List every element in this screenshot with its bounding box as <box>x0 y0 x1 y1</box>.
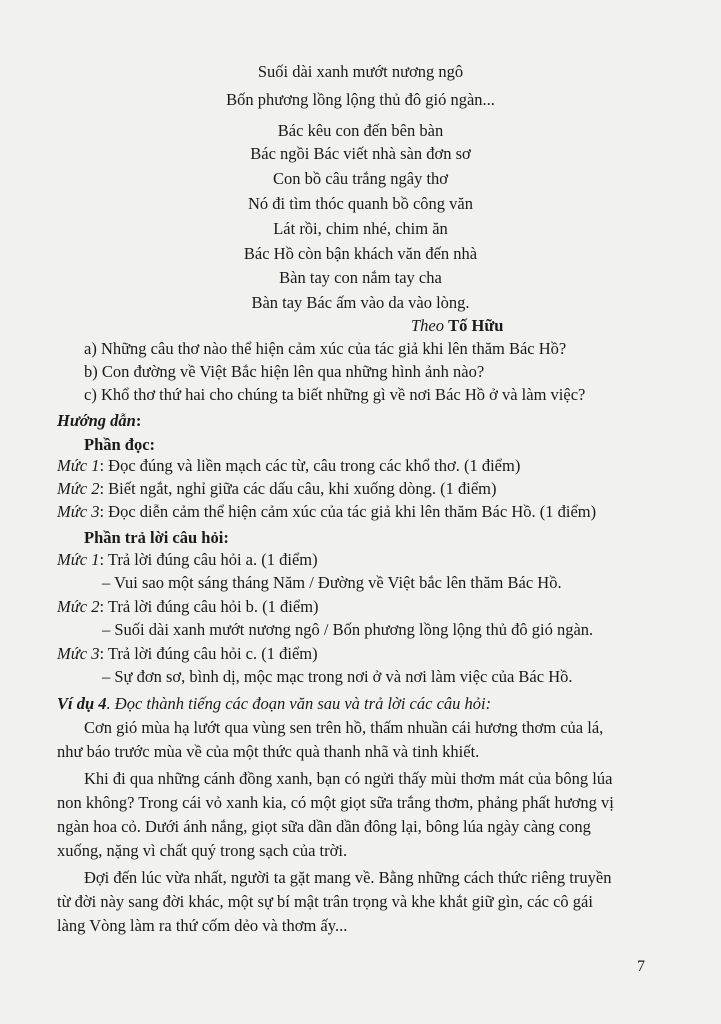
guide-heading-text: Hướng dẫn <box>57 411 136 430</box>
answer-level-2 <box>57 596 319 618</box>
reading-section-title: Phần đọc: <box>84 435 156 454</box>
level-label: Mức 1 <box>57 550 100 569</box>
paragraph-2-line-2: non không? Trong cái vỏ xanh kia, có một giọt sữa trắng thơm, phảng phất hương vị <box>57 793 614 812</box>
poem-line-10: Bàn tay Bác ấm vào da vào lòng. <box>251 293 470 312</box>
example-title: . Đọc thành tiếng các đoạn văn sau và trả lời các câu hỏi: <box>106 694 492 713</box>
level-text: : Đọc đúng và liền mạch các từ, câu trong các khổ thơ. (1 điểm) <box>99 456 521 475</box>
paragraph-2-line-1: Khi đi qua những cánh đồng xanh, bạn có ngửi thấy mùi thơm mát của bông lúa <box>84 769 613 788</box>
level-text: : Trả lời đúng câu hỏi b. (1 điểm) <box>99 597 319 616</box>
poem-line-9: Bàn tay con nắm tay cha <box>279 268 442 287</box>
question-a: a) Những câu thơ nào thể hiện cảm xúc của tác giả khi lên thăm Bác Hồ? <box>84 339 567 358</box>
poem-line-6: Nó đi tìm thóc quanh bồ công văn <box>247 194 473 213</box>
paragraph-2-line-4: xuống, nặng vì chất quý trong sạch của trời. <box>57 841 348 860</box>
guide-heading <box>57 410 141 432</box>
paragraph-1-line-2: như báo trước mùa về của một thức quà thanh nhã và tinh khiết. <box>57 742 480 761</box>
poem-line-4: Bác ngồi Bác viết nhà sàn đơn sơ <box>250 144 471 163</box>
poem-line-5: Con bồ câu trắng ngây thơ <box>272 169 449 188</box>
level-text: : Đọc diễn cảm thể hiện cảm xúc của tác giả khi lên thăm Bác Hồ. (1 điểm) <box>99 502 597 521</box>
poem-source <box>411 315 503 337</box>
paragraph-3-line-1: Đợi đến lúc vừa nhất, người ta gặt mang về. Bằng những cách thức riêng truyền <box>84 868 612 887</box>
level-label: Mức 3 <box>57 644 100 663</box>
paragraph-2-line-3: ngàn hoa cỏ. Dưới ánh nắng, giọt sữa dần dần đông lại, bông lúa ngày càng cong <box>57 817 591 836</box>
page-number: 7 <box>637 958 645 975</box>
answer-detail-1: – Vui sao một sáng tháng Năm / Đường về Việt bắc lên thăm Bác Hồ. <box>102 573 562 592</box>
answer-level-3 <box>57 643 318 665</box>
answers-section-title: Phần trả lời câu hỏi: <box>84 528 229 547</box>
answer-detail-3: – Sự đơn sơ, bình dị, mộc mạc trong nơi ở và nơi làm việc của Bác Hồ. <box>102 667 573 686</box>
question-c: c) Khổ thơ thứ hai cho chúng ta biết những gì về nơi Bác Hồ ở và làm việc? <box>84 385 586 404</box>
paragraph-3-line-2: từ đời này sang đời khác, một sự bí mật trân trọng và khe khắt giữ gìn, các cô gái <box>57 892 593 911</box>
level-text: : Trả lời đúng câu hỏi c. (1 điểm) <box>99 644 318 663</box>
level-label: Mức 2 <box>57 479 100 498</box>
reading-level-2 <box>57 478 497 500</box>
source-author: Tố Hữu <box>448 316 504 335</box>
poem-line-7: Lát rồi, chim nhé, chim ăn <box>273 219 448 238</box>
answer-level-1 <box>57 549 318 571</box>
paragraph-3-line-3: làng Vòng làm ra thứ cốm dẻo và thơm ấy... <box>57 916 348 935</box>
poem-line-2: Bốn phương lồng lộng thủ đô gió ngàn... <box>226 90 495 109</box>
reading-level-1 <box>57 455 520 477</box>
example-4-heading <box>57 693 491 715</box>
level-label: Mức 3 <box>57 502 100 521</box>
source-prefix: Theo <box>411 316 444 335</box>
example-label: Ví dụ 4 <box>57 694 107 713</box>
reading-level-3 <box>57 501 596 523</box>
answer-detail-2: – Suối dài xanh mướt nương ngô / Bốn phương lồng lộng thủ đô gió ngàn. <box>102 620 594 639</box>
poem-line-1: Suối dài xanh mướt nương ngô <box>257 62 464 81</box>
poem-line-3: Bác kêu con đến bên bàn <box>277 121 444 140</box>
paragraph-1-line-1: Cơn gió mùa hạ lướt qua vùng sen trên hồ, thấm nhuần cái hương thơm của lá, <box>84 718 604 737</box>
level-label: Mức 1 <box>57 456 100 475</box>
level-text: : Trả lời đúng câu hỏi a. (1 điểm) <box>99 550 318 569</box>
poem-line-8: Bác Hồ còn bận khách văn đến nhà <box>243 244 478 263</box>
question-b: b) Con đường về Việt Bắc hiện lên qua những hình ảnh nào? <box>84 362 485 381</box>
level-label: Mức 2 <box>57 597 100 616</box>
level-text: : Biết ngắt, nghỉ giữa các dấu câu, khi xuống dòng. (1 điểm) <box>99 479 497 498</box>
guide-heading-colon: : <box>135 411 142 430</box>
